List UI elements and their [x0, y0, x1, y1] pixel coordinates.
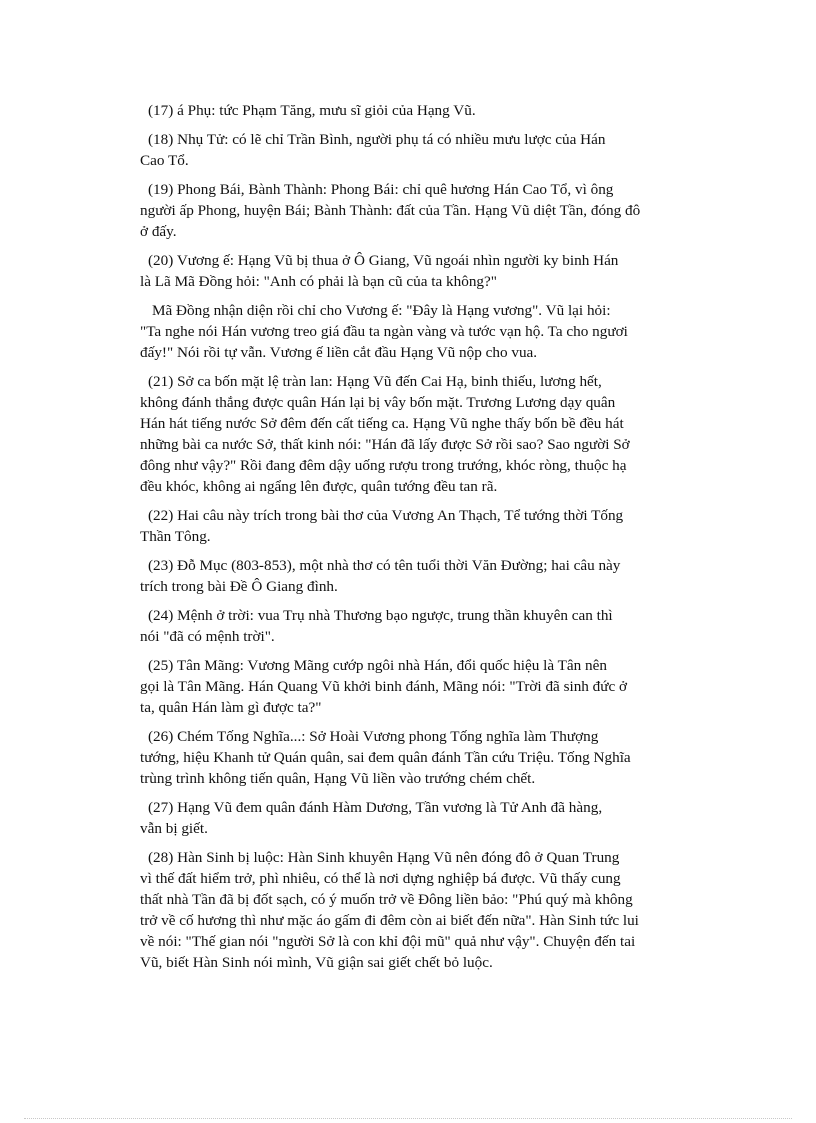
- footnote-first-line: (27) Hạng Vũ đem quân đánh Hàm Dương, Tần vương là Tử Anh đã hàng,: [148, 799, 603, 816]
- footnote-continuation-line: người ấp Phong, huyện Bái; Bành Thành: đất của Tần. Hạng Vũ diệt Tần, đóng đô: [140, 202, 641, 219]
- page-bottom-divider: [24, 1118, 792, 1119]
- footnote-21: [140, 371, 696, 497]
- footnote-24: [140, 605, 696, 647]
- footnote-17: [148, 100, 696, 121]
- footnote-continuation-line: nói "đã có mệnh trời".: [140, 628, 275, 645]
- footnote-continuation-line: gọi là Tân Mãng. Hán Quang Vũ khởi binh đánh, Mãng nói: "Trời đã sinh đức ở: [140, 678, 628, 695]
- footnote-continuation-line: những bài ca nước Sở, thất kinh nói: "Hán đã lấy được Sở rồi sao? Sao người Sở: [140, 436, 630, 453]
- footnote-first-line: (28) Hàn Sinh bị luộc: Hàn Sinh khuyên Hạng Vũ nên đóng đô ở Quan Trung: [148, 849, 620, 866]
- footnote-continuation-line: trùng trình không tiến quân, Hạng Vũ liền vào trướng chém chết.: [140, 770, 536, 787]
- footnote-continuation-line: không đánh thắng được quân Hán lại bị vây bốn mặt. Trương Lương dạy quân: [140, 394, 616, 411]
- footnote-continuation-line: Cao Tổ.: [140, 152, 189, 169]
- footnote-continuation-line: vì thế đất hiểm trở, phì nhiêu, có thể là nơi dựng nghiệp bá được. Vũ thấy cung: [140, 870, 621, 887]
- footnote-continuation-line: Hán hát tiếng nước Sở đêm đến cất tiếng ca. Hạng Vũ nghe thấy bốn bề đều hát: [140, 415, 624, 432]
- footnote-first-line: (24) Mệnh ở trời: vua Trụ nhà Thương bạo ngược, trung thần khuyên can thì: [148, 607, 613, 624]
- footnote-first-line: (19) Phong Bái, Bành Thành: Phong Bái: chỉ quê hương Hán Cao Tổ, vì ông: [148, 181, 614, 198]
- footnote-27: [140, 797, 696, 839]
- footnote-28: [140, 847, 696, 973]
- footnote-continuation-line: về nói: "Thế gian nói "người Sở là con khỉ đội mũ" quả như vậy". Chuyện đến tai: [140, 933, 636, 950]
- footnote-26: [140, 726, 696, 789]
- footnote-25: [140, 655, 696, 718]
- footnote-continuation-line: ở đấy.: [140, 223, 177, 240]
- footnote-first-line: (21) Sở ca bốn mặt lệ tràn lan: Hạng Vũ đến Cai Hạ, binh thiếu, lương hết,: [148, 373, 602, 390]
- footnote-continuation-line: vẫn bị giết.: [140, 820, 208, 837]
- footnote-first-line: (20) Vương ế: Hạng Vũ bị thua ở Ô Giang, Vũ ngoái nhìn người ky binh Hán: [148, 252, 619, 269]
- footnote-continuation-line: đấy!" Nói rồi tự vẫn. Vương ế liền cắt đầu Hạng Vũ nộp cho vua.: [140, 344, 538, 361]
- footnote-first-line: (18) Nhụ Tử: có lẽ chỉ Trần Bình, người phụ tá có nhiều mưu lược của Hán: [148, 131, 606, 148]
- footnote-continuation-line: ta, quân Hán làm gì được ta?": [140, 699, 322, 716]
- footnote-20: [140, 250, 696, 292]
- footnote-first-line: Mã Đồng nhận diện rồi chỉ cho Vương ế: "Đây là Hạng vương". Vũ lại hỏi:: [152, 302, 611, 319]
- footnote-20b: [140, 300, 696, 363]
- footnotes-list: [140, 100, 696, 981]
- footnote-first-line: (26) Chém Tống Nghĩa...: Sở Hoài Vương phong Tống nghĩa làm Thượng: [148, 728, 599, 745]
- footnote-first-line: (25) Tân Mãng: Vương Mãng cướp ngôi nhà Hán, đổi quốc hiệu là Tân nên: [148, 657, 607, 674]
- footnote-first-line: (17) á Phụ: tức Phạm Tăng, mưu sĩ giỏi của Hạng Vũ.: [148, 102, 476, 119]
- footnote-continuation-line: Thần Tông.: [140, 528, 211, 545]
- footnote-continuation-line: là Lã Mã Đồng hỏi: "Anh có phải là bạn cũ của ta không?": [140, 273, 497, 290]
- footnote-19: [140, 179, 696, 242]
- footnote-first-line: (22) Hai câu này trích trong bài thơ của Vương An Thạch, Tể tướng thời Tống: [148, 507, 624, 524]
- footnote-continuation-line: trở về cố hương thì như mặc áo gấm đi đêm còn ai biết đến nữa". Hàn Sinh tức lui: [140, 912, 639, 929]
- footnote-continuation-line: đều khóc, không ai ngẩng lên được, quân tướng đều tan rã.: [140, 478, 498, 495]
- footnote-22: [140, 505, 696, 547]
- footnote-continuation-line: thất nhà Tần đã bị đốt sạch, có ý muốn trở về Đông liền bảo: "Phú quý mà không: [140, 891, 633, 908]
- footnote-continuation-line: đông như vậy?" Rồi đang đêm dậy uống rượu trong trướng, khóc ròng, thuộc hạ: [140, 457, 627, 474]
- footnote-18: [140, 129, 696, 171]
- footnote-continuation-line: "Ta nghe nói Hán vương treo giá đầu ta ngàn vàng và tước vạn hộ. Ta cho ngươi: [140, 323, 628, 340]
- footnote-first-line: (23) Đỗ Mục (803-853), một nhà thơ có tên tuổi thời Văn Đường; hai câu này: [148, 557, 621, 574]
- footnote-continuation-line: Vũ, biết Hàn Sinh nói mình, Vũ giận sai giết chết bỏ luộc.: [140, 954, 493, 971]
- footnote-23: [140, 555, 696, 597]
- footnote-continuation-line: trích trong bài Đề Ô Giang đình.: [140, 578, 338, 595]
- footnote-continuation-line: tướng, hiệu Khanh tử Quán quân, sai đem quân đánh Tần cứu Triệu. Tống Nghĩa: [140, 749, 631, 766]
